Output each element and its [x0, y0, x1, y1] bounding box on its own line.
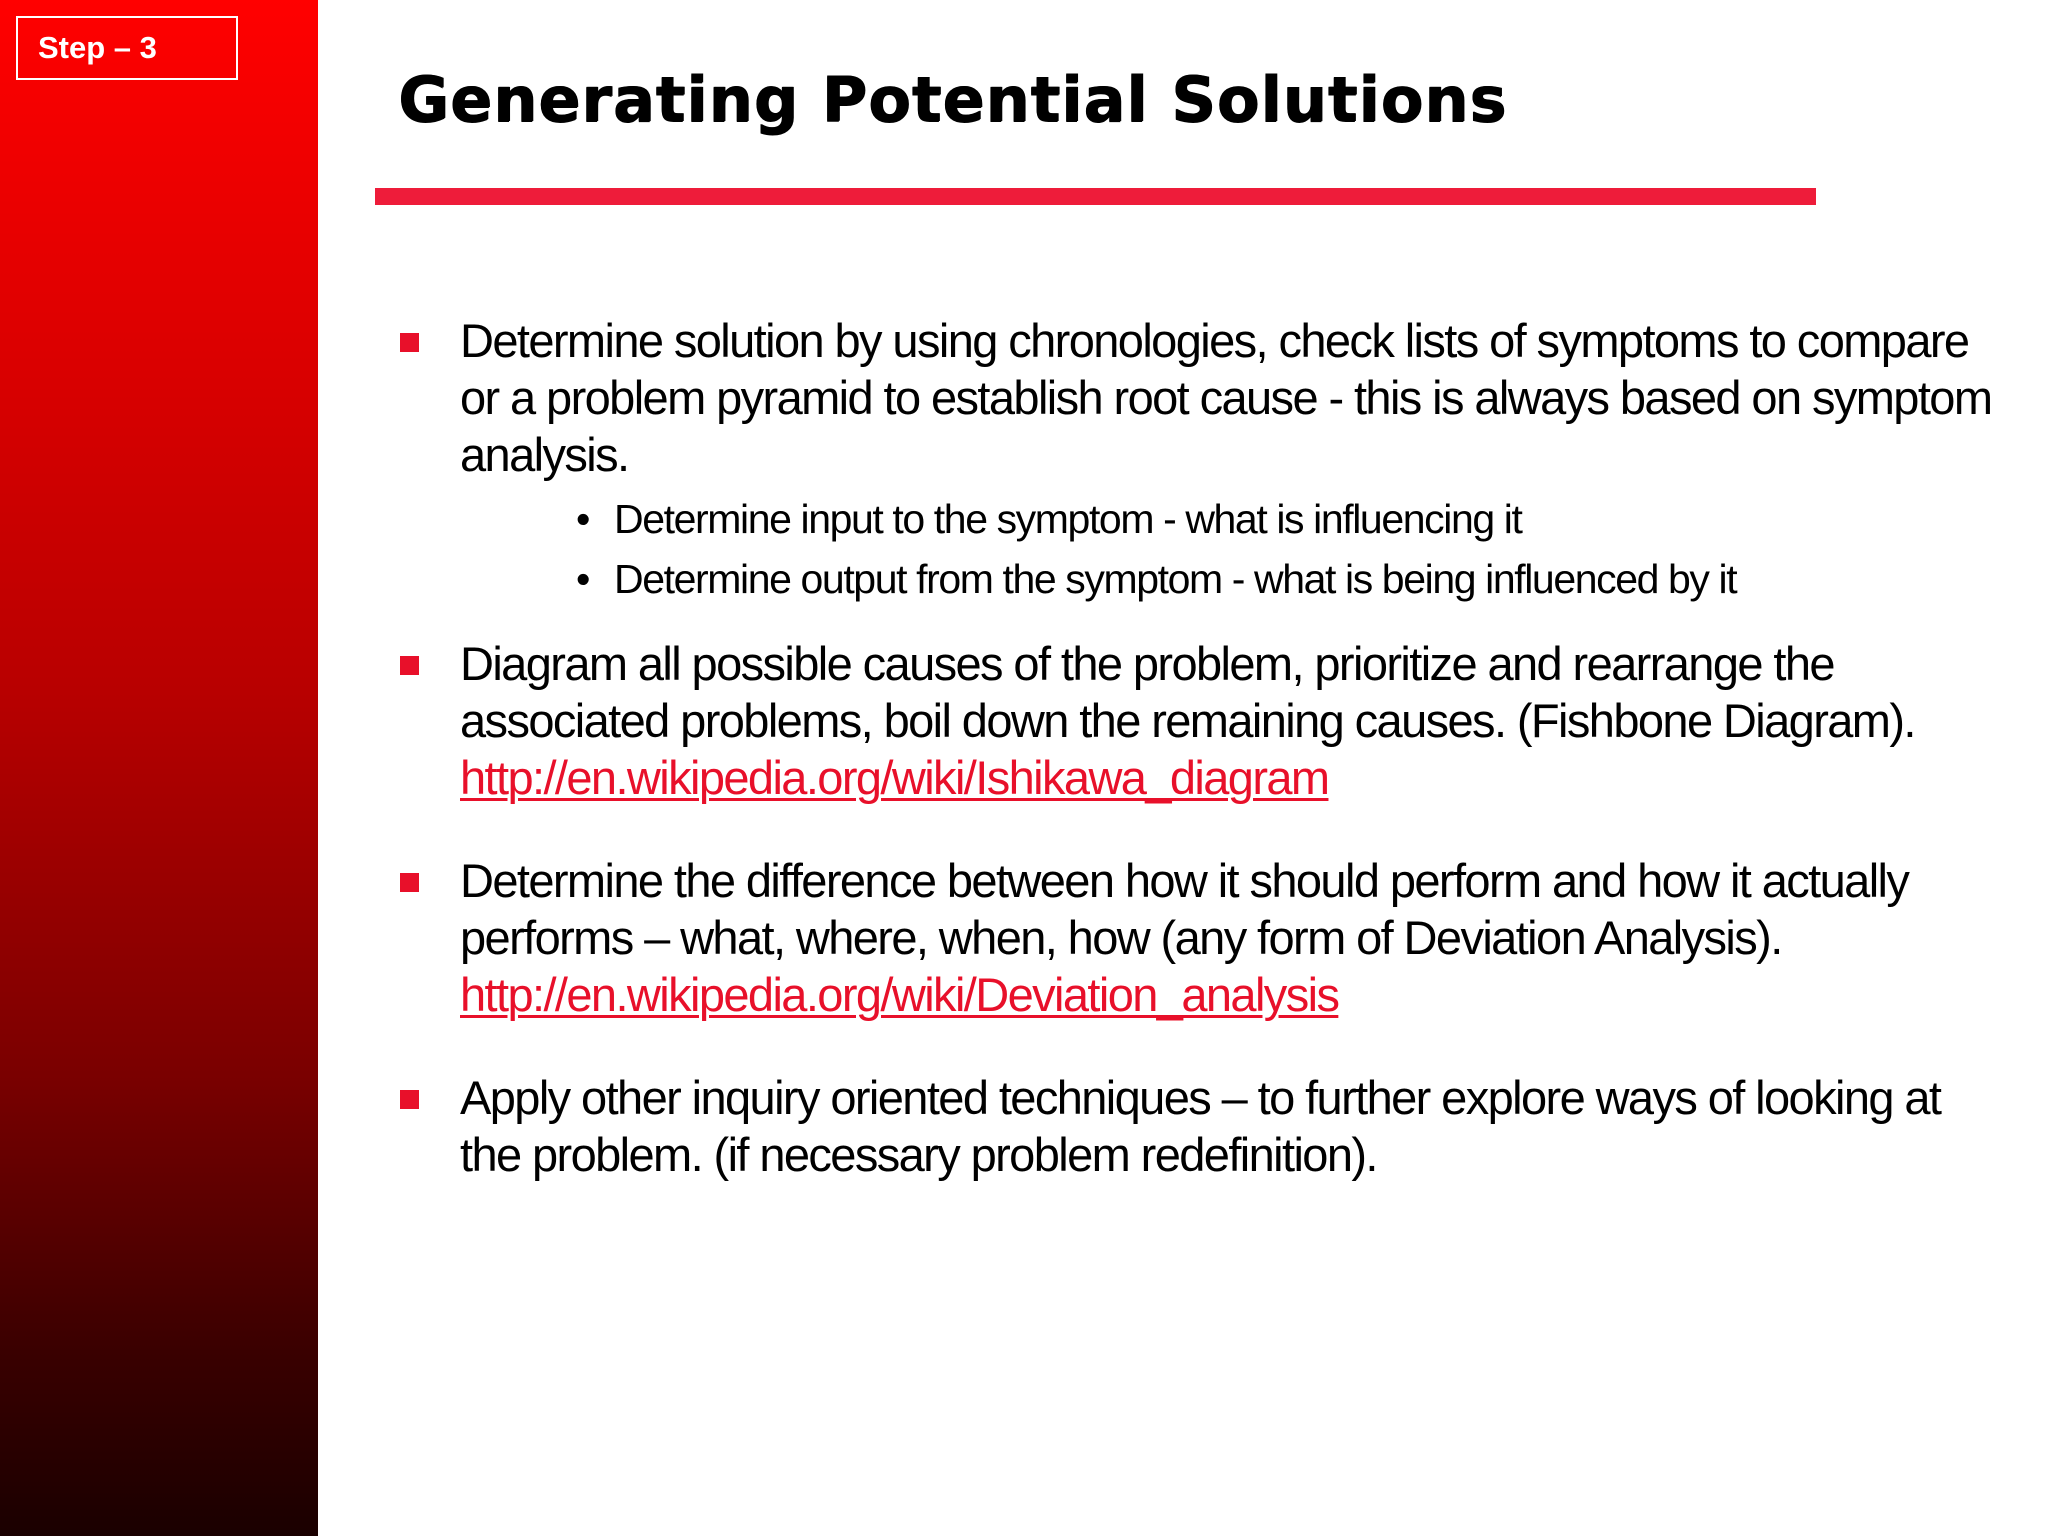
bullet-list — [396, 312, 1996, 1183]
title-divider — [375, 188, 1816, 205]
bullet-item — [396, 635, 1996, 806]
bullet-item — [396, 852, 1996, 1023]
deviation-analysis-link[interactable]: http://en.wikipedia.org/wiki/Deviation_analysis — [460, 968, 1339, 1021]
square-bullet-icon — [400, 656, 419, 675]
slide-title: Generating Potential Solutions — [398, 63, 1508, 136]
bullet-item — [396, 312, 1996, 483]
step-badge: Step – 3 — [16, 16, 238, 80]
sub-bullet-item — [576, 489, 1996, 549]
bullet-text: Diagram all possible causes of the problem, prioritize and rearrange the associated problems, boil down the remaining causes. (Fishbone Diagram). — [460, 637, 1915, 747]
square-bullet-icon — [400, 333, 419, 352]
square-bullet-icon — [400, 1090, 419, 1109]
bullet-text: Apply other inquiry oriented techniques – to further explore ways of looking at the problem. (if necessary problem redefinition). — [460, 1071, 1941, 1181]
dot-bullet-icon: • — [576, 556, 589, 602]
ishikawa-link[interactable]: http://en.wikipedia.org/wiki/Ishikawa_diagram — [460, 751, 1329, 804]
square-bullet-icon — [400, 873, 419, 892]
dot-bullet-icon: • — [576, 496, 589, 542]
sub-bullet-item — [576, 549, 1996, 609]
sub-bullet-list — [396, 489, 1996, 609]
bullet-item — [396, 1069, 1996, 1183]
sidebar-gradient — [0, 0, 318, 1536]
bullet-text: Determine solution by using chronologies, check lists of symptoms to compare or a problem pyramid to establish root cause - this is always based on symptom analysis. — [460, 314, 1992, 481]
sub-bullet-text: Determine output from the symptom - what is being influenced by it — [614, 556, 1737, 602]
bullet-text: Determine the difference between how it should perform and how it actually performs – what, where, when, how (any form of Deviation Analysis). — [460, 854, 1909, 964]
sub-bullet-text: Determine input to the symptom - what is influencing it — [614, 496, 1522, 542]
